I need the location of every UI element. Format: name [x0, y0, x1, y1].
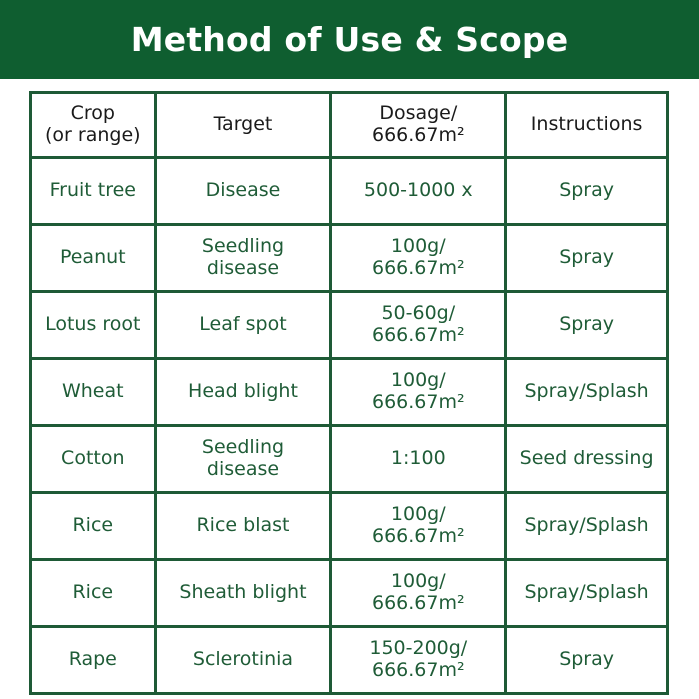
dosage-cell-line: 500-1000 x — [363, 179, 473, 202]
crop-cell-text: Lotus root — [45, 313, 141, 336]
target-cell — [155, 426, 331, 493]
dosage-cell-line: 666.67m² — [371, 391, 465, 413]
dosage-cell-line: 100g/ — [390, 503, 446, 526]
crop-cell — [31, 560, 156, 627]
target-cell — [155, 493, 331, 560]
crop-cell — [31, 493, 156, 560]
dosage-cell — [331, 560, 506, 627]
target-cell-line: Sclerotinia — [192, 648, 294, 671]
target-cell-line: Disease — [205, 179, 281, 202]
target-cell-line: disease — [206, 257, 280, 279]
crop-cell-text: Rape — [68, 648, 117, 671]
dosage-cell-line: 100g/ — [390, 570, 446, 593]
table-row — [31, 292, 668, 359]
table-row — [31, 359, 668, 426]
table-header-row — [31, 93, 668, 158]
crop-cell — [31, 627, 156, 694]
instructions-cell — [506, 359, 668, 426]
instructions-cell-text: Spray/Splash — [524, 581, 649, 604]
instructions-cell — [506, 560, 668, 627]
crop-cell-text: Wheat — [61, 380, 124, 403]
header-dosage-line2: 666.67m² — [371, 124, 465, 146]
dosage-cell-line: 1:100 — [390, 447, 446, 470]
crop-cell — [31, 359, 156, 426]
dosage-cell-line: 150-200g/ — [369, 637, 468, 660]
table-row — [31, 493, 668, 560]
dosage-cell — [331, 359, 506, 426]
table-row — [31, 560, 668, 627]
instructions-cell-text: Spray — [559, 179, 615, 202]
target-cell-line: Seedling — [201, 436, 285, 459]
instructions-cell — [506, 158, 668, 225]
target-cell — [155, 292, 331, 359]
dosage-cell — [331, 225, 506, 292]
target-cell — [155, 225, 331, 292]
table-row — [31, 627, 668, 694]
dosage-cell — [331, 158, 506, 225]
target-cell-line: Leaf spot — [199, 313, 287, 336]
dosage-cell-line: 666.67m² — [371, 525, 465, 547]
dosage-cell-line: 666.67m² — [371, 257, 465, 279]
target-cell — [155, 158, 331, 225]
table-row — [31, 158, 668, 225]
dosage-cell-line: 50-60g/ — [381, 302, 456, 325]
target-cell-line: Seedling — [201, 235, 285, 258]
target-cell — [155, 560, 331, 627]
instructions-cell-text: Spray — [559, 648, 615, 671]
crop-cell — [31, 225, 156, 292]
instructions-cell-text: Spray — [559, 313, 615, 336]
target-cell — [155, 359, 331, 426]
target-cell-line: Sheath blight — [179, 581, 307, 604]
crop-cell-text: Fruit tree — [49, 179, 136, 202]
crop-cell — [31, 426, 156, 493]
crop-cell-text: Rice — [72, 514, 114, 537]
target-cell-line: Head blight — [188, 380, 298, 403]
instructions-cell — [506, 225, 668, 292]
header-crop — [31, 93, 156, 158]
header-instructions — [506, 93, 668, 158]
crop-cell — [31, 158, 156, 225]
instructions-cell — [506, 292, 668, 359]
target-cell — [155, 627, 331, 694]
dosage-cell — [331, 627, 506, 694]
header-target — [155, 93, 331, 158]
header-instructions-label: Instructions — [530, 113, 643, 136]
dosage-cell — [331, 292, 506, 359]
dosage-cell — [331, 493, 506, 560]
instructions-cell-text: Spray/Splash — [524, 514, 649, 537]
dosage-cell-line: 666.67m² — [371, 324, 465, 346]
instructions-cell — [506, 493, 668, 560]
dosage-cell — [331, 426, 506, 493]
instructions-cell — [506, 426, 668, 493]
target-cell-line: disease — [206, 458, 280, 480]
table-row — [31, 426, 668, 493]
table-row — [31, 225, 668, 292]
crop-cell-text: Rice — [72, 581, 114, 604]
header-target-label: Target — [213, 113, 273, 136]
dosage-cell-line: 100g/ — [390, 369, 446, 392]
dosage-cell-line: 666.67m² — [371, 592, 465, 614]
header-crop-line1: Crop — [70, 102, 115, 125]
usage-table-body — [31, 93, 668, 694]
usage-table-container — [29, 91, 669, 689]
page-title: Method of Use & Scope — [130, 20, 569, 59]
dosage-cell-line: 666.67m² — [371, 659, 465, 681]
instructions-cell-text: Spray/Splash — [524, 380, 649, 403]
instructions-cell-text: Seed dressing — [519, 447, 654, 470]
header-dosage — [331, 93, 506, 158]
crop-cell — [31, 292, 156, 359]
crop-cell-text: Cotton — [61, 447, 125, 470]
title-banner — [0, 0, 699, 79]
instructions-cell — [506, 627, 668, 694]
target-cell-line: Rice blast — [196, 514, 290, 537]
dosage-cell-line: 100g/ — [390, 235, 446, 258]
crop-cell-text: Peanut — [59, 246, 126, 269]
header-crop-line2: (or range) — [45, 124, 141, 146]
usage-table — [29, 91, 669, 695]
instructions-cell-text: Spray — [559, 246, 615, 269]
header-dosage-line1: Dosage/ — [379, 102, 458, 125]
